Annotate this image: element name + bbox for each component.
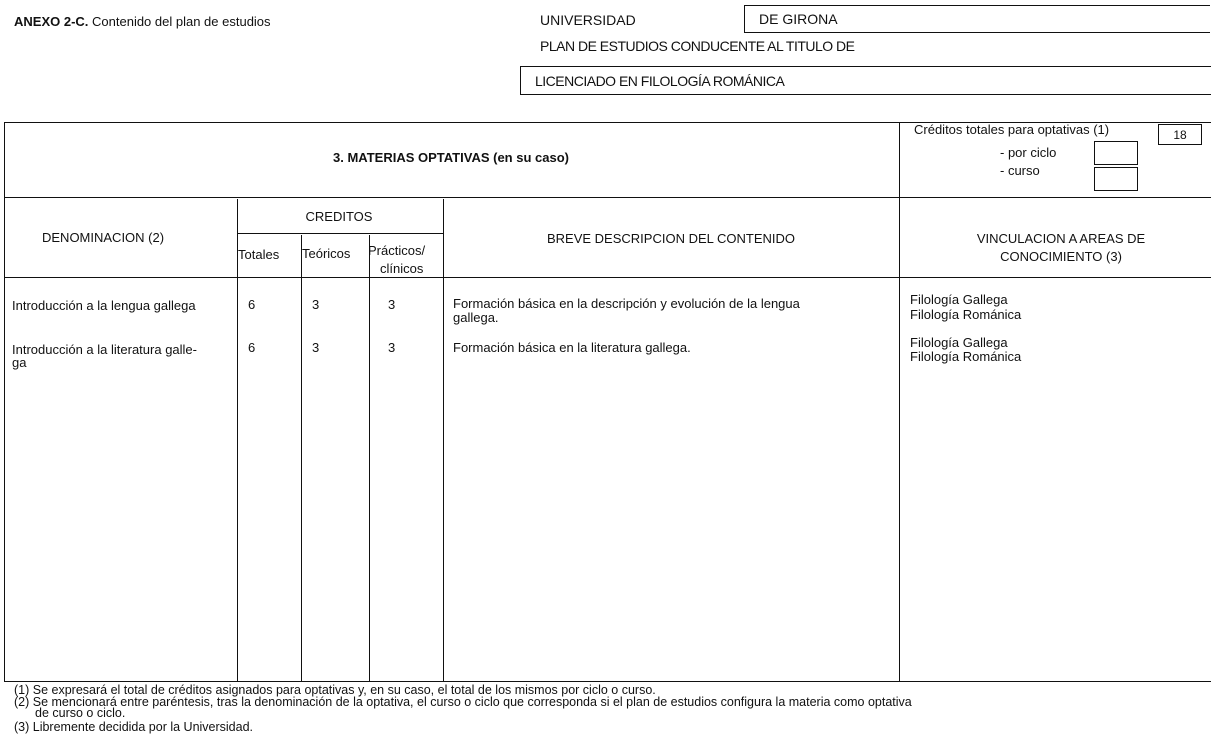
row-1-practice: 3 [388,297,396,312]
degree-value: LICENCIADO EN FILOLOGÍA ROMÁNICA [535,73,785,89]
row-2-name-1: Introducción a la literatura galle- [12,342,197,357]
credits-subheader-divider [237,233,443,234]
col-theory-header: Teóricos [302,246,351,261]
col-credits-header: CREDITOS [305,209,373,224]
per-cycle-label: - por ciclo [1000,145,1057,160]
col-areas-header-2: CONOCIMIENTO (3) [1000,249,1122,264]
name-column-divider [237,199,238,681]
annex-number: ANEXO 2-C. [14,14,89,29]
row-1-total: 6 [248,297,256,312]
areas-column-divider [899,123,900,681]
footnote-2: (2) Se mencionará entre paréntesis, tras la denominación de la optativa, el curso o ciclo que corresponda si el plan de estudios configura la materia como optativa [14,695,912,709]
annex-heading [14,14,271,29]
courses-table [4,122,1211,682]
footnote-1: (1) Se expresará el total de créditos asignados para optativas y, en su caso, el total de los mismos por ciclo o curso. [14,683,656,697]
row-2-theory: 3 [312,340,320,355]
row-2-name-2: ga [12,355,27,370]
section-title: 3. MATERIAS OPTATIVAS (en su caso) [333,150,569,165]
column-header-divider [5,277,1211,278]
annex-title: Contenido del plan de estudios [88,14,271,29]
col-description-header: BREVE DESCRIPCION DEL CONTENIDO [546,231,795,246]
footnote-3: (3) Libremente decidida por la Universidad. [14,720,254,734]
optional-credits-label: Créditos totales para optativas (1) [914,122,1110,137]
university-value: DE GIRONA [759,11,838,27]
row-1-area-1: Filología Gallega [910,292,1008,307]
university-field [744,5,1210,33]
col-practice-header-1: Prácticos/ [368,243,426,258]
per-cycle-field [1094,141,1138,165]
row-1-theory: 3 [312,297,320,312]
plan-label: PLAN DE ESTUDIOS CONDUCENTE AL TITULO DE [540,38,855,54]
degree-field [520,66,1211,95]
row-1-description-1: Formación básica en la descripción y evolución de la lengua [453,296,800,311]
per-course-field [1094,167,1138,191]
col-areas-header-1: VINCULACION A AREAS DE [976,231,1146,246]
total-column-divider [301,235,302,681]
header-divider [5,197,1211,198]
row-1-area-2: Filología Románica [910,307,1022,322]
col-total-header: Totales [238,247,280,262]
footnote-2-continued: de curso o ciclo. [35,706,126,720]
university-label: UNIVERSIDAD [540,12,636,28]
optional-credits-value: 18 [1158,124,1202,145]
row-2-total: 6 [248,340,256,355]
practice-column-divider [443,199,444,681]
per-course-label: - curso [1000,163,1040,178]
theory-column-divider [369,235,370,681]
col-name-header: DENOMINACION (2) [42,230,165,245]
col-practice-header-2: clínicos [380,261,424,276]
row-2-description: Formación básica en la literatura gallega. [453,340,691,355]
row-1-description-2: gallega. [453,310,499,325]
row-1-name: Introducción a la lengua gallega [12,298,196,313]
row-2-area-2: Filología Románica [910,349,1022,364]
row-2-area-1: Filología Gallega [910,335,1008,350]
row-2-practice: 3 [388,340,396,355]
